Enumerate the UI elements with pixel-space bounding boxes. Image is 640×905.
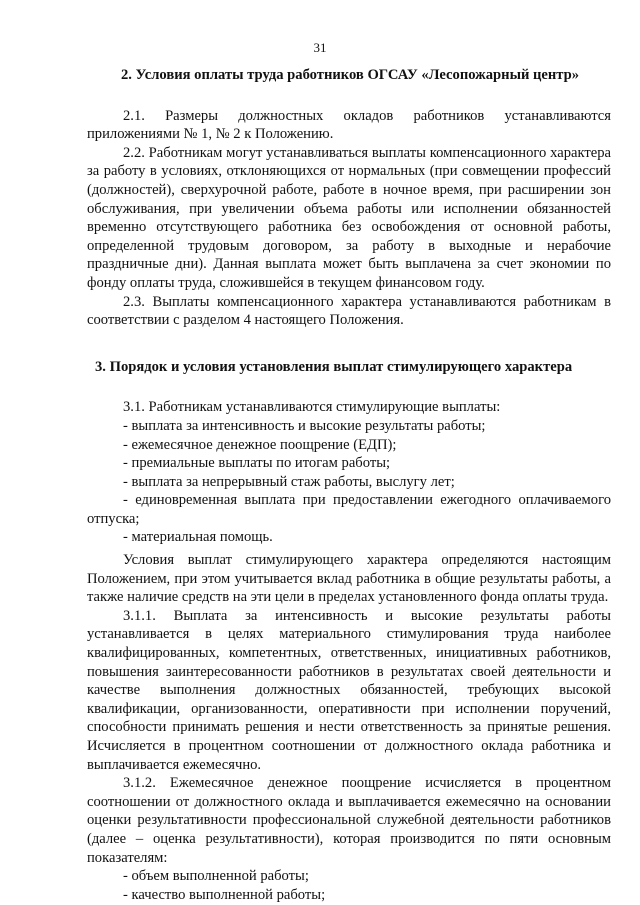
list-item: - премиальные выплаты по итогам работы;	[123, 455, 391, 472]
paragraph-2-1: 2.1. Размеры должностных окладов работников устанавливаются приложениями № 1, № 2 к Положению.	[87, 107, 611, 143]
paragraph-3-1-1: 3.1.1. Выплата за интенсивность и высокие результаты работы устанавливается в целях материального стимулирования труда наиболее квалифицированных, компетентных, ответственных, инициативных работников, повышения заинтересованности работников в результатах своей деятельности и качестве выполнения должностных обязанностей, требующих высокой квалификации, организованности, оперативности при исполнении поручений, способности принимать решения и нести ответственность за принятые решения. Исчисляется в процентном соотношении от должностного оклада работника и выплачивается ежемесячно.	[87, 607, 611, 773]
document-body	[87, 66, 611, 904]
section-2-heading: 2. Условия оплаты труда работников ОГСАУ «Лесопожарный центр»	[121, 67, 580, 83]
paragraph-3-1: 3.1. Работникам устанавливаются стимулирующие выплаты:	[123, 399, 501, 416]
list-item: - материальная помощь.	[123, 529, 273, 546]
list-item: - объем выполненной работы;	[123, 868, 309, 885]
paragraph-conditions: Условия выплат стимулирующего характера определяются настоящим Положением, при этом учитывается вклад работника в общие результаты работы, а также наличие средств на эти цели в пределах установленного фонда оплаты труда.	[87, 552, 611, 606]
list-item: - качество выполненной работы;	[123, 886, 326, 903]
paragraph-2-3: 2.3. Выплаты компенсационного характера устанавливаются работникам в соответствии с разделом 4 настоящего Положения.	[87, 293, 611, 329]
section-3-heading: 3. Порядок и условия установления выплат стимулирующего характера	[95, 358, 573, 375]
list-item: - выплата за непрерывный стаж работы, выслугу лет;	[123, 473, 455, 490]
paragraph-3-1-2: 3.1.2. Ежемесячное денежное поощрение исчисляется в процентном соотношении от должностного оклада и выплачивается ежемесячно на основании оценки результативности профессиональной служебной деятельности работников (далее – оценка результативности), которая производится по пяти основным показателям:	[87, 775, 611, 866]
list-item: - выплата за интенсивность и высокие результаты работы;	[123, 417, 486, 434]
list-item: - ежемесячное денежное поощрение (ЕДП);	[123, 436, 397, 453]
list-item: - единовременная выплата при предоставлении ежегодного оплачиваемого отпуска;	[87, 492, 611, 527]
page-number: 31	[313, 40, 327, 55]
paragraph-2-2: 2.2. Работникам могут устанавливаться выплаты компенсационного характера за работу в условиях, отклоняющихся от нормальных (при совмещении профессий (должностей), сверхурочной работе, работе в ночное время, при расширении зон обслуживания, при увеличении объема работы или исполнении обязанностей временно отсутствующего работника без освобождения от основной работы, определенной трудовым договором, за работу в выходные и нерабочие праздничные дни). Данная выплата может быть выплачена за счет экономии по фонду оплаты труда, сложившейся в текущем финансовом году.	[87, 144, 611, 291]
